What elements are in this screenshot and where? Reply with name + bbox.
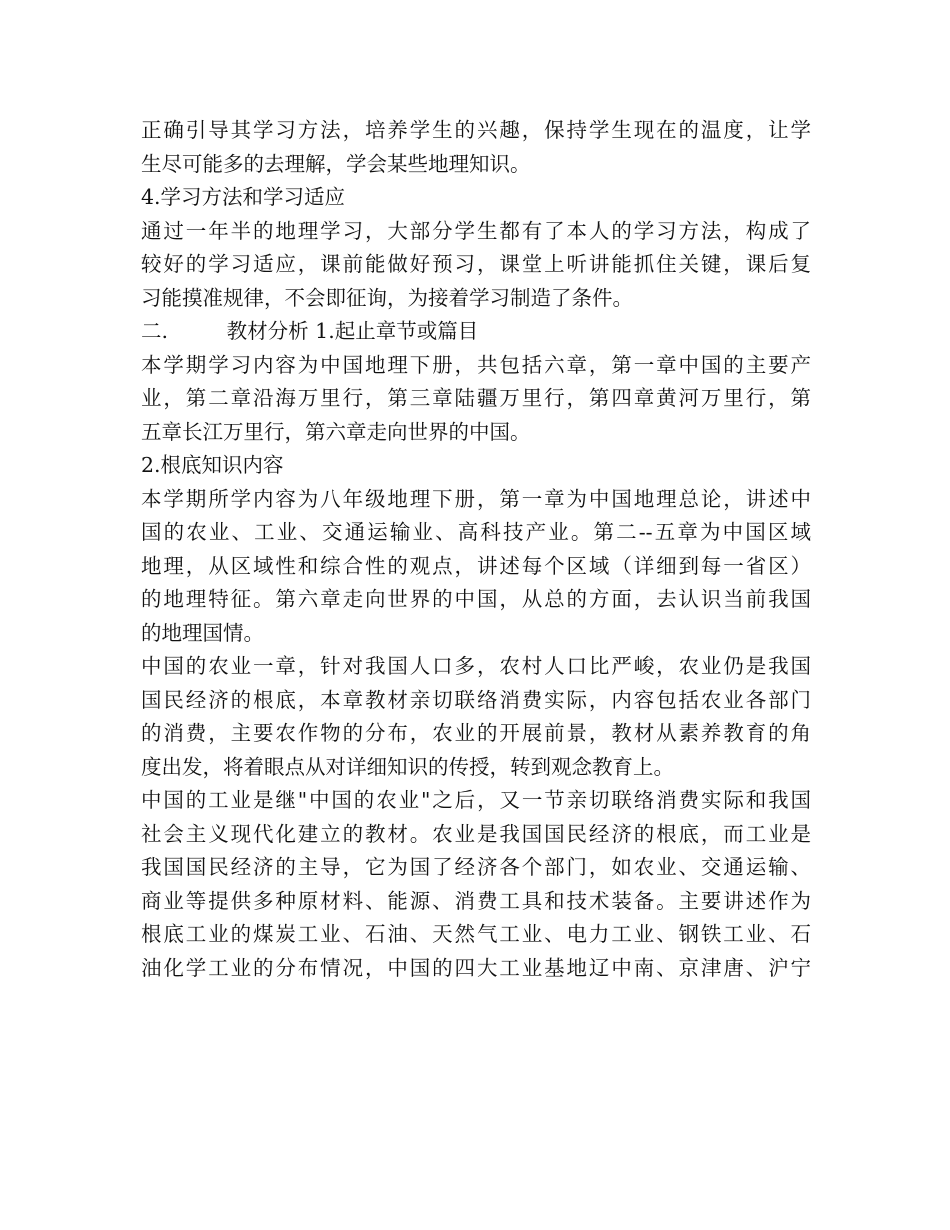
- text-line: 较好的学习适应，课前能做好预习，课堂上听讲能抓住关键，课后复: [141, 252, 811, 276]
- text-line: 中国的工业是继"中国的农业"之后，又一节亲切联络消费实际和我国: [141, 788, 811, 812]
- text-line: 的消费，主要农作物的分布，农业的开展前景，教材从素养教育的角: [141, 721, 811, 745]
- text-line: 本学期学习内容为中国地理下册，共包括六章，第一章中国的主要产: [141, 352, 811, 377]
- text-line: 五章长江万里行，第六章走向世界的中国。: [141, 419, 531, 444]
- text-line: 中国的农业一章，针对我国人口多，农村人口比严峻，农业仍是我国: [141, 654, 811, 678]
- text-line: 的地理国情。: [141, 620, 264, 645]
- text-line: 国民经济的根底，本章教材亲切联络消费实际，内容包括农业各部门: [141, 687, 811, 712]
- text-line: 本学期所学内容为八年级地理下册，第一章为中国地理总论，讲述中: [141, 486, 811, 511]
- section-heading: 二. 教材分析 1.起止章节或篇目: [141, 319, 479, 343]
- text-line: 地理，从区域性和综合性的观点，讲述每个区域（详细到每一省区）: [141, 553, 811, 578]
- section-heading: 4.学习方法和学习适应: [141, 185, 346, 209]
- text-line: 正确引导其学习方法，培养学生的兴趣，保持学生现在的温度，让学: [141, 118, 811, 142]
- text-line: 国的农业、工业、交通运输业、高科技产业。第二--五章为中国区域: [141, 520, 811, 544]
- section-heading: 2.根底知识内容: [141, 453, 284, 477]
- text-line: 商业等提供多种原材料、能源、消费工具和技术装备。主要讲述作为: [141, 888, 811, 913]
- document-page: [141, 114, 811, 985]
- text-line: 业，第二章沿海万里行，第三章陆疆万里行，第四章黄河万里行，第: [141, 386, 811, 410]
- text-line: 通过一年半的地理学习，大部分学生都有了本人的学习方法，构成了: [141, 218, 811, 243]
- text-line: 习能摸准规律，不会即征询，为接着学习制造了条件。: [141, 285, 633, 310]
- text-line: 根底工业的煤炭工业、石油、天然气工业、电力工业、钢铁工业、石: [141, 922, 811, 946]
- text-line: 的地理特征。第六章走向世界的中国，从总的方面，去认识当前我国: [141, 587, 811, 611]
- text-line: 社会主义现代化建立的教材。农业是我国国民经济的根底，而工业是: [141, 821, 811, 846]
- text-line: 我国国民经济的主导，它为国了经济各个部门，如农业、交通运输、: [141, 855, 811, 879]
- text-line: 生尽可能多的去理解，学会某些地理知识。: [141, 151, 531, 176]
- text-line: 度出发，将着眼点从对详细知识的传授，转到观念教育上。: [141, 754, 674, 779]
- text-line: 油化学工业的分布情况，中国的四大工业基地辽中南、京津唐、沪宁: [141, 955, 811, 980]
